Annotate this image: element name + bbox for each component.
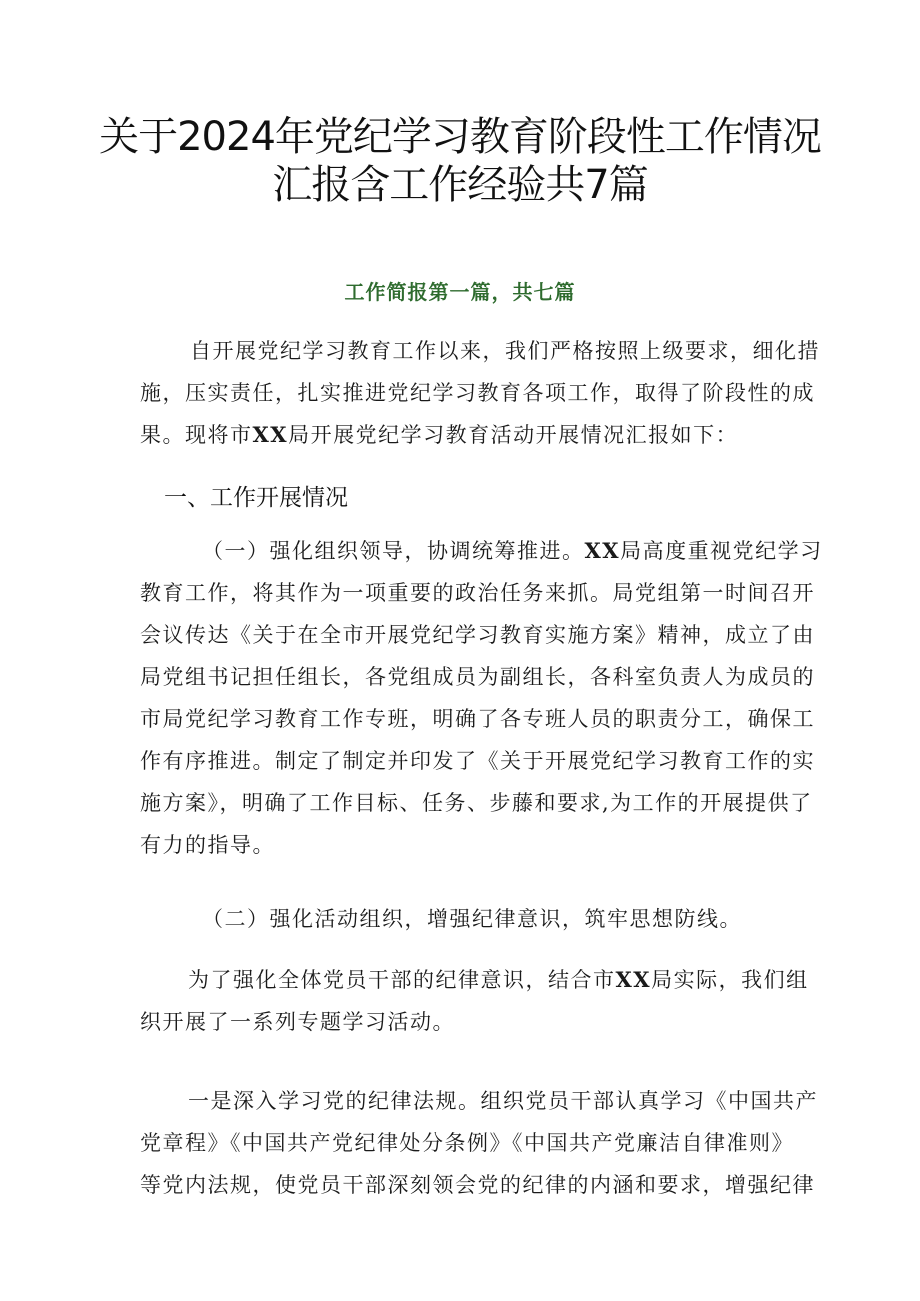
para4-line-2: 党章程》《中国共产党纪律处分条例》《中国共产党廉洁自律准则》	[140, 1131, 794, 1155]
document-title-line-1: 关于2024年党纪学习教育阶段性工作情况	[99, 114, 821, 160]
intro-line-3	[140, 414, 800, 456]
para3-line-1-a: 为了强化全体党员干部的纪律意识，结合市	[188, 968, 616, 992]
para4-line-1: 一是深入学习党的纪律法规。组织党员干部认真学习《中国共产	[188, 1089, 818, 1113]
para1-line-2: 教育工作，将其作为一项重要的政治任务来抓。局党组第一时间召开	[140, 581, 815, 605]
paragraph-study-regulations	[140, 1080, 818, 1206]
intro-line-1: 自开展党纪学习教育工作以来，我们严格按照上级要求，细化措	[190, 339, 820, 363]
intro-line-3-org: XX	[252, 422, 289, 447]
section-heading: 工作简报第一篇，共七篇	[344, 280, 576, 304]
para1-line-1	[140, 530, 823, 572]
para1-line-8: 有力的指导。	[140, 833, 275, 857]
intro-line-2: 施，压实责任，扎实推进党纪学习教育各项工作，取得了阶段性的成	[140, 381, 815, 405]
intro-line-3-a: 果。现将市	[140, 423, 253, 447]
para3-line-1	[140, 959, 809, 1001]
para1-line-1-c: 局高度重视党纪学习	[620, 539, 823, 563]
intro-line-3-c: 局开展党纪学习教育活动开展情况汇报如下：	[288, 423, 739, 447]
para1-line-4: 局党组书记担任组长，各党组成员为副组长，各科室负责人为成员的	[140, 665, 815, 689]
intro-paragraph	[140, 330, 820, 456]
para3-line-2: 织开展了一系列专题学习活动。	[140, 1010, 455, 1034]
para2-line-1: （二）强化活动组织，增强纪律意识，筑牢思想防线。	[202, 907, 742, 931]
para3-line-1-c: 局实际，我们组	[651, 968, 809, 992]
para1-line-1-a: （一）强化组织领导，协调统筹推进。	[202, 539, 585, 563]
paragraph-organization	[140, 530, 823, 866]
paragraph-activities	[140, 898, 800, 940]
para1-line-1-org: XX	[584, 538, 621, 563]
heading-work-progress: 一、工作开展情况	[164, 485, 348, 511]
para1-line-3: 会议传达《关于在全市开展党纪学习教育实施方案》精神，成立了由	[140, 623, 815, 647]
para1-line-5: 市局党纪学习教育工作专班，明确了各专班人员的职责分工，确保工	[140, 707, 815, 731]
para3-line-1-org: XX	[615, 967, 652, 992]
paragraph-discipline-awareness	[140, 959, 809, 1043]
para4-line-3: 等党内法规，使党员干部深刻领会党的纪律的内涵和要求，增强纪律	[140, 1173, 815, 1197]
para1-line-7: 施方案》，明确了工作目标、任务、步藤和要求,为工作的开展提供了	[140, 791, 813, 815]
para1-line-6: 作有序推进。制定了制定并印发了《关于开展党纪学习教育工作的实	[140, 749, 815, 773]
document-title-line-2: 汇报含工作经验共7篇	[272, 162, 648, 208]
